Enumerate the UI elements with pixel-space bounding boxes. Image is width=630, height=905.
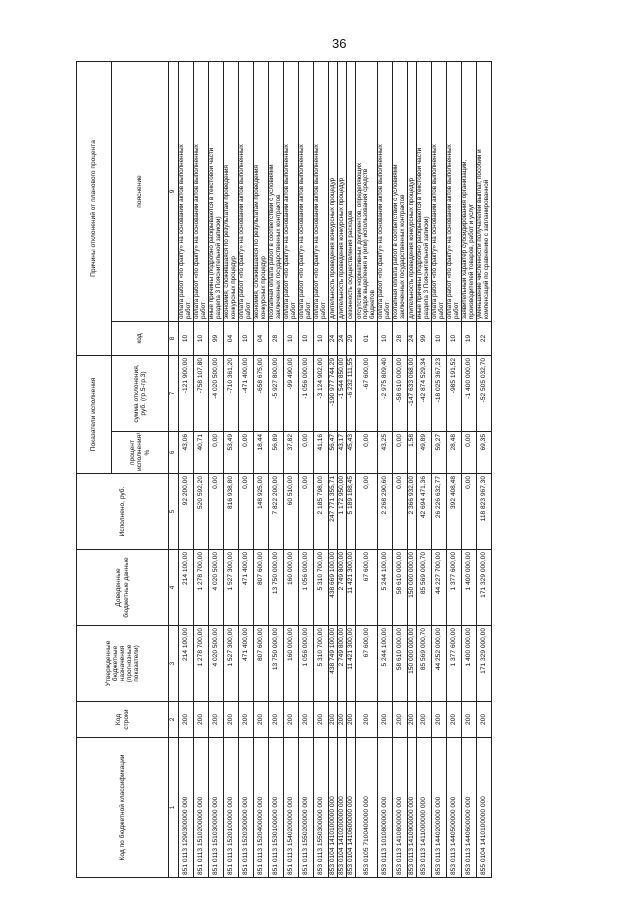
explanation-cell — [314, 62, 329, 322]
limits-cell: 5 244 100,00 — [378, 550, 393, 626]
approved-cell: 67 600,00 — [356, 626, 378, 702]
line-code-cell: 200 — [408, 702, 417, 738]
approved-cell: 13 750 000,00 — [269, 626, 284, 702]
executed-cell: 816 938,80 — [224, 474, 239, 550]
header-reasons: Причины отклонений от планового процента — [77, 62, 112, 356]
reason-code-cell: 04 — [224, 322, 239, 356]
executed-cell: 92 200,00 — [179, 474, 194, 550]
explanation-line: работ — [245, 302, 252, 319]
deviation-cell: -1 056 000,00 — [299, 356, 314, 432]
percent-cell: 69,35 — [477, 432, 492, 474]
deviation-cell: -6 232 111,55 — [347, 356, 356, 432]
executed-cell: 0,00 — [299, 474, 314, 550]
approved-cell: 44 252 000,00 — [432, 626, 447, 702]
explanation-cell — [254, 62, 269, 322]
header-indicators: Показатели исполнения — [77, 356, 112, 474]
line-code-cell: 200 — [209, 702, 224, 738]
limits-cell: 67 600,00 — [356, 550, 378, 626]
reason-code-cell: 10 — [179, 322, 194, 356]
reason-code-cell: 10 — [239, 322, 254, 356]
reason-code-cell: 19 — [462, 322, 477, 356]
explanation-cell — [299, 62, 314, 322]
explanation-line: оплата работ «по факту» на основании актов выполненных — [377, 144, 385, 319]
percent-cell: 0,00 — [209, 432, 224, 474]
limits-cell: 11 421 300,00 — [347, 550, 356, 626]
explanation-line: оплата работ «по факту» на основании актов выполненных — [446, 144, 454, 319]
explanation-line: работ — [320, 302, 327, 319]
approved-cell: 1 056 000,00 — [299, 626, 314, 702]
explanation-line: конкурсных процедур — [230, 256, 237, 319]
percent-cell: 56,47 — [329, 432, 338, 474]
explanation-line: длительность проведения конкурсных процедур — [337, 177, 345, 319]
column-number-cell: 1 — [169, 738, 179, 878]
reason-code-cell: 04 — [254, 322, 269, 356]
budget-code-cell: 851 0113 1510300000 000 — [209, 738, 224, 878]
reason-code-cell: 28 — [393, 322, 408, 356]
table-row — [393, 62, 408, 878]
explanation-line: оплата работ «по факту» на основании актов выполненных — [193, 144, 201, 319]
approved-cell: 58 610 000,00 — [393, 626, 408, 702]
table-row — [356, 62, 378, 878]
table-row — [269, 62, 284, 878]
header-explanation: пояснение — [112, 62, 169, 322]
executed-cell: 0,00 — [356, 474, 378, 550]
percent-cell: 0,00 — [299, 432, 314, 474]
header-limits: Доведенные бюджетные данные — [77, 550, 169, 626]
reason-code-cell: 28 — [269, 322, 284, 356]
deviation-cell: -18 025 367,23 — [432, 356, 447, 432]
approved-cell: 85 569 000,70 — [417, 626, 432, 702]
limits-cell: 438 669 100,00 — [329, 550, 338, 626]
reason-code-cell: 10 — [432, 322, 447, 356]
approved-cell: 471 400,00 — [239, 626, 254, 702]
line-code-cell: 200 — [447, 702, 462, 738]
approved-cell: 5 244 100,00 — [378, 626, 393, 702]
percent-cell: 0,00 — [356, 432, 378, 474]
table-row — [284, 62, 299, 878]
executed-cell: 148 925,00 — [254, 474, 269, 550]
limits-cell: 150 000 000,00 — [408, 550, 417, 626]
deviation-cell: -758 107,80 — [194, 356, 209, 432]
explanation-line: конкурсных процедур — [260, 256, 267, 319]
header-executed: Исполнено, руб. — [77, 474, 169, 550]
explanation-cell — [477, 62, 492, 322]
explanation-cell — [239, 62, 254, 322]
executed-cell: 1 172 950,00 — [338, 474, 347, 550]
header-percent: процент исполнения¹, % — [112, 432, 169, 474]
line-code-cell: 200 — [224, 702, 239, 738]
column-number-cell: 4 — [169, 550, 179, 626]
budget-code-cell: 853 0113 1410800000 000 — [393, 738, 408, 878]
table-row — [299, 62, 314, 878]
header-approved: Утвержденные бюджетные назначения (прогнозные показатели) — [77, 626, 169, 702]
executed-cell: 0,00 — [393, 474, 408, 550]
line-code-cell: 200 — [462, 702, 477, 738]
table-row — [179, 62, 194, 878]
limits-cell: 214 100,00 — [179, 550, 194, 626]
table-row — [338, 62, 347, 878]
table-row — [347, 62, 356, 878]
header-deviation: сумма отклонения, руб. (гр.5-гр.3) — [112, 356, 169, 432]
reason-code-cell: 10 — [194, 322, 209, 356]
explanation-line: иные причины (подробно раскрываются в текстовой части — [416, 147, 424, 319]
explanation-cell — [224, 62, 239, 322]
percent-cell: 37,82 — [284, 432, 299, 474]
table-row — [417, 62, 432, 878]
reason-code-cell: 24 — [338, 322, 347, 356]
deviation-cell: -52 505 032,70 — [477, 356, 492, 432]
line-code-cell: 200 — [284, 702, 299, 738]
explanation-line: поэтапная оплата работ в соответствии с условиями — [392, 164, 400, 319]
limits-cell: 1 400 000,00 — [462, 550, 477, 626]
deviation-cell: -58 610 000,00 — [393, 356, 408, 432]
limits-cell: 171 329 000,00 — [477, 550, 492, 626]
percent-cell: 59,27 — [432, 432, 447, 474]
explanation-line: оплата работ «по факту» на основании актов выполненных — [283, 144, 291, 319]
deviation-cell: -121 900,00 — [179, 356, 194, 432]
deviation-cell: -1 544 850,00 — [338, 356, 347, 432]
executed-cell: 0,00 — [462, 474, 477, 550]
explanation-line: компенсаций по сравнению с запланированной — [483, 179, 490, 319]
line-code-cell: 200 — [393, 702, 408, 738]
approved-cell: 1 377 600,00 — [447, 626, 462, 702]
column-number-cell: 9 — [169, 62, 179, 322]
deviation-cell: -42 874 529,34 — [417, 356, 432, 432]
budget-code-cell: 851 0113 1520300000 000 — [239, 738, 254, 878]
percent-cell: 0,00 — [239, 432, 254, 474]
limits-cell: 85 569 000,70 — [417, 550, 432, 626]
explanation-line: работ — [290, 302, 297, 319]
budget-code-cell: 853 0113 1410900000 000 — [408, 738, 417, 878]
budget-code-cell: 851 0113 1520400000 000 — [254, 738, 269, 878]
explanation-line: экономия, сложившаяся по результатам проведения — [253, 165, 261, 319]
deviation-cell: -658 675,00 — [254, 356, 269, 432]
explanation-line: оплата работ «по факту» на основании актов выполненных — [238, 144, 246, 319]
approved-cell: 807 600,00 — [254, 626, 269, 702]
budget-code-cell: 851 0113 1520100000 000 — [224, 738, 239, 878]
limits-cell: 1 056 000,00 — [299, 550, 314, 626]
explanation-line: длительность проведения конкурсных процедур — [328, 177, 336, 319]
reason-code-cell: 10 — [447, 322, 462, 356]
explanation-cell — [417, 62, 432, 322]
table-row — [314, 62, 329, 878]
reason-code-cell: 99 — [209, 322, 224, 356]
deviation-cell: -471 400,00 — [239, 356, 254, 432]
deviation-cell: -3 124 902,00 — [314, 356, 329, 432]
line-code-cell: 200 — [269, 702, 284, 738]
table-row — [194, 62, 209, 878]
explanation-cell — [347, 62, 356, 322]
table-row — [254, 62, 269, 878]
deviation-cell: -67 600,00 — [356, 356, 378, 432]
percent-cell: 45,43 — [347, 432, 356, 474]
executed-cell: 42 694 471,36 — [417, 474, 432, 550]
line-code-cell: 200 — [378, 702, 393, 738]
explanation-line: оплата работ «по факту» на основании актов выполненных — [431, 144, 439, 319]
budget-code-cell: 855 0104 1410100000 000 — [477, 738, 492, 878]
percent-cell: 0,00 — [462, 432, 477, 474]
executed-cell: 392 408,48 — [447, 474, 462, 550]
explanation-line: отсутствие нормативных документов, определяющих — [355, 162, 363, 319]
executed-cell: 5 189 188,45 — [347, 474, 356, 550]
line-code-cell: 200 — [314, 702, 329, 738]
approved-cell: 2 749 800,00 — [338, 626, 347, 702]
budget-code-cell: 853 0113 1010800000 000 — [378, 738, 393, 878]
budget-code-cell: 851 0113 1530100000 000 — [269, 738, 284, 878]
limits-cell: 58 610 000,00 — [393, 550, 408, 626]
deviation-cell: -190 977 744,29 — [329, 356, 338, 432]
line-code-cell: 200 — [477, 702, 492, 738]
line-code-cell: 200 — [356, 702, 378, 738]
budget-code-cell: 851 0113 1550200000 000 — [299, 738, 314, 878]
explanation-line: работ — [185, 302, 192, 319]
deviation-cell: -710 361,20 — [224, 356, 239, 432]
percent-cell: 40,71 — [194, 432, 209, 474]
percent-cell: 43,25 — [378, 432, 393, 474]
explanation-line: заключенных государственных контрактов — [275, 194, 282, 319]
reason-code-cell: 10 — [299, 322, 314, 356]
approved-cell: 5 310 700,00 — [314, 626, 329, 702]
explanation-cell — [378, 62, 393, 322]
percent-cell: 43,06 — [179, 432, 194, 474]
column-number-cell: 6 — [169, 432, 179, 474]
reason-code-cell: 22 — [477, 322, 492, 356]
explanation-line: оплата работ «по факту» на основании актов выполненных — [298, 144, 306, 319]
line-code-cell: 200 — [329, 702, 338, 738]
limits-cell: 44 227 700,00 — [432, 550, 447, 626]
explanation-cell — [393, 62, 408, 322]
budget-code-cell: 851 0113 1540200000 000 — [284, 738, 299, 878]
line-code-cell: 200 — [432, 702, 447, 738]
limits-cell: 5 310 700,00 — [314, 550, 329, 626]
explanation-line: бюджетов — [368, 289, 376, 319]
header-reason-code: код — [112, 322, 169, 356]
explanation-cell — [356, 62, 378, 322]
explanation-line: оплата работ «по факту» на основании актов выполненных — [178, 144, 186, 319]
deviation-cell: -147 633 068,00 — [408, 356, 417, 432]
table-body — [179, 62, 492, 878]
table-row — [239, 62, 254, 878]
explanation-line: работ — [453, 302, 460, 319]
explanation-line: порядок выделения и (или) использования средств — [362, 168, 370, 319]
budget-code-cell: 853 0104 1410200000 000 — [338, 738, 347, 878]
limits-cell: 13 750 000,00 — [269, 550, 284, 626]
table-row — [329, 62, 338, 878]
budget-code-cell: 853 0105 7100400000 000 — [356, 738, 378, 878]
table-frame — [76, 62, 599, 878]
deviation-cell: -4 020 500,00 — [209, 356, 224, 432]
budget-code-cell: 851 0113 1290300000 000 — [179, 738, 194, 878]
table-row — [209, 62, 224, 878]
explanation-line: оплата работ «по факту» на основании актов выполненных — [313, 144, 321, 319]
explanation-cell — [284, 62, 299, 322]
limits-cell: 1 377 600,00 — [447, 550, 462, 626]
budget-code-cell: 853 0104 1410100000 000 — [329, 738, 338, 878]
percent-cell: 43,17 — [338, 432, 347, 474]
limits-cell: 807 600,00 — [254, 550, 269, 626]
percent-cell: 18,44 — [254, 432, 269, 474]
line-code-cell: 200 — [417, 702, 432, 738]
explanation-line: работ — [200, 302, 207, 319]
budget-code-cell: 851 0113 1510200000 000 — [194, 738, 209, 878]
percent-cell: 56,89 — [269, 432, 284, 474]
explanation-line: заявительный характер субсидирования организаций, — [461, 159, 469, 319]
approved-cell: 1 400 000,00 — [462, 626, 477, 702]
explanation-cell — [329, 62, 338, 322]
executed-cell: 60 510,00 — [284, 474, 299, 550]
reason-code-cell: 10 — [284, 322, 299, 356]
table-row — [224, 62, 239, 878]
header-budget-code: Код по бюджетной классификации — [77, 738, 169, 878]
percent-cell: 49,89 — [417, 432, 432, 474]
percent-cell: 53,49 — [224, 432, 239, 474]
executed-cell: 118 823 967,30 — [477, 474, 492, 550]
column-numbers-row — [169, 62, 179, 878]
percent-cell: 1,58 — [408, 432, 417, 474]
executed-cell: 0,00 — [239, 474, 254, 550]
line-code-cell: 200 — [254, 702, 269, 738]
column-number-cell: 3 — [169, 626, 179, 702]
limits-cell: 1 278 700,00 — [194, 550, 209, 626]
percent-cell: 41,16 — [314, 432, 329, 474]
approved-cell: 1 527 300,00 — [224, 626, 239, 702]
percent-cell: 28,48 — [447, 432, 462, 474]
explanation-line: иные причины (подробно раскрываются в текстовой части — [208, 147, 216, 319]
column-number-cell: 2 — [169, 702, 179, 738]
column-number-cell: 7 — [169, 356, 179, 432]
column-number-cell: 8 — [169, 322, 179, 356]
executed-cell: 520 592,20 — [194, 474, 209, 550]
percent-cell: 0,00 — [393, 432, 408, 474]
deviation-cell: -99 490,00 — [284, 356, 299, 432]
deviation-cell: -5 927 800,00 — [269, 356, 284, 432]
line-code-cell: 200 — [347, 702, 356, 738]
explanation-line: работ — [384, 302, 391, 319]
executed-cell: 2 366 932,00 — [408, 474, 417, 550]
explanation-cell — [432, 62, 447, 322]
limits-cell: 4 020 500,00 — [209, 550, 224, 626]
limits-cell: 2 749 800,00 — [338, 550, 347, 626]
approved-cell: 1 278 700,00 — [194, 626, 209, 702]
line-code-cell: 200 — [194, 702, 209, 738]
approved-cell: 214 100,00 — [179, 626, 194, 702]
line-code-cell: 200 — [299, 702, 314, 738]
approved-cell: 4 020 500,00 — [209, 626, 224, 702]
budget-code-cell: 853 0113 1440600000 000 — [462, 738, 477, 878]
budget-code-cell: 853 0113 1411000000 000 — [417, 738, 432, 878]
execution-report-table — [76, 61, 492, 878]
approved-cell: 438 749 100,00 — [329, 626, 338, 702]
reason-code-cell: 10 — [378, 322, 393, 356]
approved-cell: 171 329 000,00 — [477, 626, 492, 702]
explanation-line: длительность проведения конкурсных процедур — [407, 177, 415, 319]
explanation-line: экономия, сложившаяся по результатам проведения — [223, 165, 231, 319]
approved-cell: 11 421 300,00 — [347, 626, 356, 702]
deviation-cell: -2 975 809,40 — [378, 356, 393, 432]
reason-code-cell: 24 — [329, 322, 338, 356]
reason-code-cell: 10 — [314, 322, 329, 356]
line-code-cell: 200 — [179, 702, 194, 738]
explanation-cell — [179, 62, 194, 322]
line-code-cell: 200 — [239, 702, 254, 738]
limits-cell: 1 527 300,00 — [224, 550, 239, 626]
executed-cell: 2 268 290,60 — [378, 474, 393, 550]
executed-cell: 26 226 632,77 — [432, 474, 447, 550]
page-number: 36 — [332, 36, 347, 51]
explanation-line: сезонность осуществления расходов — [346, 210, 354, 319]
explanation-cell — [209, 62, 224, 322]
column-number-cell: 5 — [169, 474, 179, 550]
reason-code-cell: 01 — [356, 322, 378, 356]
table-row — [378, 62, 393, 878]
table-row — [462, 62, 477, 878]
explanation-line: работ — [438, 302, 445, 319]
budget-code-cell: 853 0113 1440200000 000 — [432, 738, 447, 878]
explanation-line: раздела 3 Пояснительной записки) — [423, 216, 430, 319]
explanation-cell — [269, 62, 284, 322]
budget-code-cell: 853 0113 1550300000 000 — [314, 738, 329, 878]
table-row — [477, 62, 492, 878]
limits-cell: 471 400,00 — [239, 550, 254, 626]
executed-cell: 7 822 200,00 — [269, 474, 284, 550]
explanation-cell — [447, 62, 462, 322]
explanation-line: поэтапная оплата работ в соответствии с условиями — [268, 164, 276, 319]
executed-cell: 247 771 355,71 — [329, 474, 338, 550]
reason-code-cell: 99 — [417, 322, 432, 356]
reason-code-cell: 24 — [408, 322, 417, 356]
executed-cell: 2 185 798,00 — [314, 474, 329, 550]
explanation-cell — [462, 62, 477, 322]
budget-code-cell: 853 0104 1410600000 000 — [347, 738, 356, 878]
limits-cell: 160 000,00 — [284, 550, 299, 626]
explanation-cell — [194, 62, 209, 322]
executed-cell: 0,00 — [209, 474, 224, 550]
explanation-line: уменьшение численности получателей выплат, пособий и — [476, 149, 484, 319]
explanation-cell — [338, 62, 347, 322]
line-code-cell: 200 — [338, 702, 347, 738]
reason-code-cell: 29 — [347, 322, 356, 356]
approved-cell: 160 000,00 — [284, 626, 299, 702]
table-row — [447, 62, 462, 878]
table-row — [432, 62, 447, 878]
deviation-cell: -1 400 000,00 — [462, 356, 477, 432]
explanation-line: производителей товаров, работ и услуг — [468, 203, 475, 319]
budget-code-cell: 853 0113 1440500000 000 — [447, 738, 462, 878]
explanation-line: заключенных государственных контрактов — [399, 194, 406, 319]
rotated-table-container — [76, 62, 599, 878]
header-line-code: Код строки — [77, 702, 169, 738]
approved-cell: 150 000 000,00 — [408, 626, 417, 702]
deviation-cell: -985 191,52 — [447, 356, 462, 432]
explanation-line: работ — [305, 302, 312, 319]
explanation-line: раздела 3 Пояснительной записки) — [215, 216, 222, 319]
